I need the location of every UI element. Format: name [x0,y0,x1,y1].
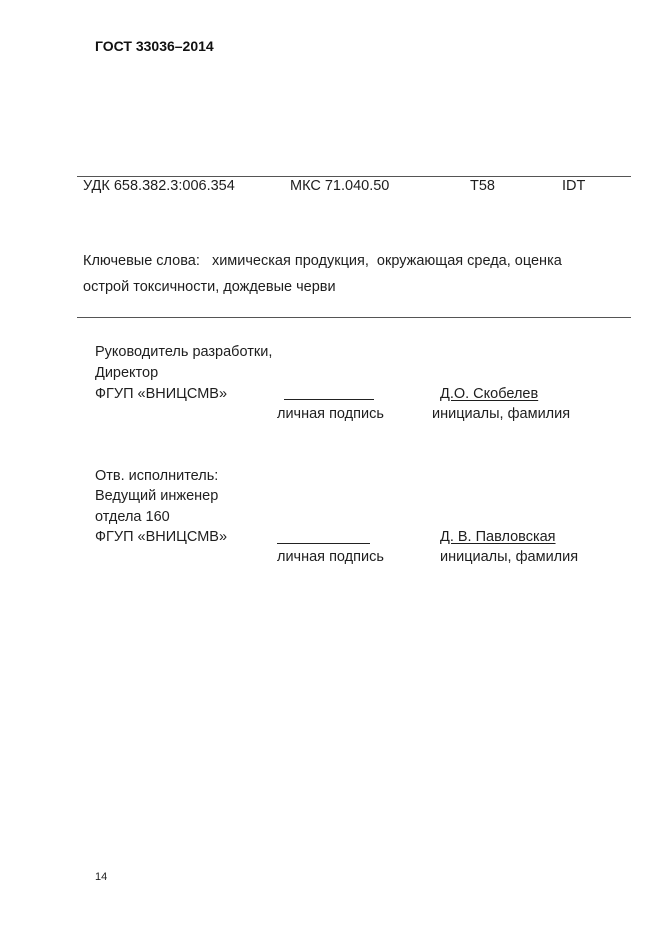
name-caption: инициалы, фамилия [432,406,571,422]
organization-name: ФГУП «ВНИЦСМВ» [95,386,228,402]
document-header-title: ГОСТ 33036–2014 [95,38,214,54]
top-horizontal-rule [77,176,631,177]
mks-code: МКС 71.040.50 [290,178,390,194]
degree-of-correspondence: IDT [562,178,586,194]
keywords-line-1: Ключевые слова: химическая продукция, окружающая среда, оценка [83,253,562,269]
signature-line [277,543,370,544]
signature-caption: личная подпись [277,549,384,565]
signatory-name: Д.О. Скобелев [440,386,539,402]
signature-caption: личная подпись [277,406,384,422]
role-line: Ведущий инженер [95,488,219,504]
group-code: Т58 [470,178,495,194]
signatory-name: Д. В. Павловская [440,529,556,545]
role-line: Директор [95,365,159,381]
keywords-line-2: острой токсичности, дождевые черви [83,279,336,295]
name-caption: инициалы, фамилия [440,549,579,565]
signature-line [284,399,374,400]
page-number: 14 [95,871,108,883]
role-line: Руководитель разработки, [95,344,273,360]
role-line: отдела 160 [95,509,170,525]
bottom-horizontal-rule [77,317,631,318]
role-line: Отв. исполнитель: [95,468,219,484]
organization-name: ФГУП «ВНИЦСМВ» [95,529,228,545]
udk-code: УДК 658.382.3:006.354 [83,178,235,194]
